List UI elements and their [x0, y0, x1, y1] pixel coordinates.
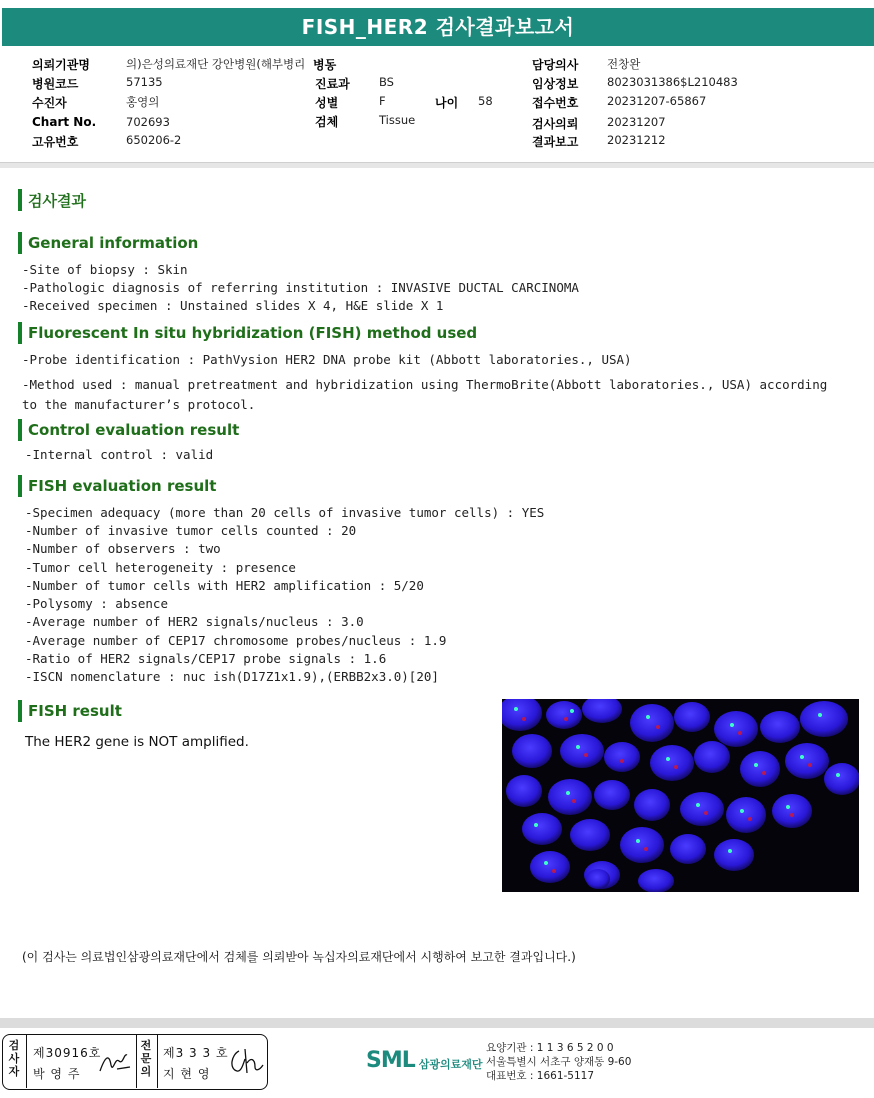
patient-header: [0, 52, 874, 162]
general-info-heading: [18, 232, 198, 254]
signature-divider: [136, 1035, 137, 1088]
fish-result-heading: [18, 700, 122, 722]
receipt-no-label: 접수번호: [532, 96, 579, 110]
hospital-code-value: 57135: [126, 75, 163, 89]
sex-label: 성별: [315, 96, 339, 110]
clinic-label: 진료과: [315, 77, 350, 91]
section-marker: [18, 322, 22, 344]
org-phone: 대표번호 : 1661-5117: [486, 1070, 595, 1082]
signature-divider: [26, 1035, 27, 1088]
chart-no-value: 702693: [126, 115, 170, 129]
org-code: 요양기관 : 1 1 3 6 5 2 0 0: [486, 1042, 614, 1054]
section-marker: [18, 232, 22, 254]
signer1-license: 제30916호: [33, 1046, 102, 1060]
specimen-label: 검체: [315, 115, 339, 129]
doctor-label: 담당의사: [532, 58, 579, 72]
evaluation-line: -Number of observers : two: [25, 541, 221, 556]
evaluation-line: -Ratio of HER2 signals/CEP17 probe signals : 1.6: [25, 651, 387, 666]
section-marker: [18, 189, 22, 211]
results-heading: [18, 189, 86, 211]
signer2-license: 제3 3 3 호: [163, 1046, 229, 1060]
chart-no-label: Chart No.: [32, 115, 97, 129]
unique-no-value: 650206-2: [126, 133, 182, 147]
general-line: -Site of biopsy : Skin: [22, 262, 188, 277]
department-label: 병동: [313, 58, 337, 72]
control-heading-text: Control evaluation result: [28, 421, 240, 439]
evaluation-line: -Polysomy : absence: [25, 596, 168, 611]
general-line: -Received specimen : Unstained slides X 4, H&E slide X 1: [22, 298, 444, 313]
fish-result-text: The HER2 gene is NOT amplified.: [25, 734, 249, 750]
unique-no-label: 고유번호: [32, 135, 79, 149]
control-line: -Internal control : valid: [25, 447, 214, 462]
org-address: 서울특별시 서초구 양재동 9-60: [486, 1056, 632, 1068]
organization-info: [486, 1041, 631, 1083]
hospital-code-label: 병원코드: [32, 77, 79, 91]
doctor-value: 전창완: [607, 57, 641, 71]
fish-microscopy-image: [502, 699, 859, 892]
sml-logo: [366, 1040, 483, 1080]
request-date-label: 검사의뢰: [532, 117, 579, 131]
requesting-institution-label: 의뢰기관명: [32, 58, 90, 72]
evaluation-line: -Number of invasive tumor cells counted : 20: [25, 523, 357, 538]
results-heading-text: 검사결과: [28, 191, 86, 210]
fish-result-heading-text: FISH result: [28, 702, 122, 720]
clinic-value: BS: [379, 75, 394, 89]
evaluation-heading-text: FISH evaluation result: [28, 477, 217, 495]
footer-divider: [0, 1018, 874, 1028]
sex-value: F: [379, 94, 386, 108]
evaluation-line: -Specimen adequacy (more than 20 cells of invasive tumor cells) : YES: [25, 505, 545, 520]
evaluation-line: -ISCN nomenclature : nuc ish(D17Z1x1.9),(ERBB2x3.0)[20]: [25, 669, 439, 684]
request-date-value: 20231207: [607, 115, 666, 129]
evaluation-line: -Tumor cell heterogeneity : presence: [25, 560, 296, 575]
method-line: -Probe identification : PathVysion HER2 DNA probe kit (Abbott laboratories., USA): [22, 352, 632, 367]
method-line: to the manufacturer’s protocol.: [22, 397, 256, 412]
report-date-label: 결과보고: [532, 135, 579, 149]
method-heading-text: Fluorescent In situ hybridization (FISH) method used: [28, 324, 478, 342]
signer1-name: 박 영 주: [33, 1067, 81, 1081]
general-line: -Pathologic diagnosis of referring institution : INVASIVE DUCTAL CARCINOMA: [22, 280, 579, 295]
evaluation-line: -Average number of HER2 signals/nucleus : 3.0: [25, 614, 364, 629]
signer1-role: 검사자: [8, 1039, 20, 1078]
disclaimer-text: (이 검사는 의료법인삼광의료재단에서 검체를 의뢰받아 녹십자의료재단에서 시행하여 보고한 결과입니다.): [22, 950, 576, 964]
requesting-institution-value: 의)은성의료재단 강안병원(해부병리: [126, 57, 306, 71]
report-title: FISH_HER2 검사결과보고서: [2, 8, 874, 46]
control-heading: [18, 419, 239, 441]
age-value: 58: [478, 94, 493, 108]
method-line: -Method used : manual pretreatment and hybridization using ThermoBrite(Abbott laboratories., USA) according: [22, 377, 828, 392]
signer2-signature: [225, 1045, 265, 1079]
signer1-signature: [97, 1047, 133, 1077]
method-heading: [18, 322, 477, 344]
header-divider: [0, 162, 874, 168]
section-marker: [18, 419, 22, 441]
evaluation-heading: [18, 475, 216, 497]
section-marker: [18, 475, 22, 497]
section-marker: [18, 700, 22, 722]
sml-logo-mark: SML: [366, 1047, 415, 1073]
evaluation-line: -Average number of CEP17 chromosome probes/nucleus : 1.9: [25, 633, 447, 648]
signature-divider: [157, 1035, 158, 1088]
receipt-no-value: 20231207-65867: [607, 94, 707, 108]
report-date-value: 20231212: [607, 133, 666, 147]
signer2-name: 지 현 영: [163, 1067, 211, 1081]
evaluation-line: -Number of tumor cells with HER2 amplification : 5/20: [25, 578, 424, 593]
general-info-heading-text: General information: [28, 234, 199, 252]
sml-logo-name: 삼광의료재단: [418, 1058, 483, 1071]
patient-label: 수진자: [32, 96, 67, 110]
specimen-value: Tissue: [379, 113, 416, 127]
clinical-info-label: 임상정보: [532, 77, 579, 91]
clinical-info-value: 8023031386$L210483: [607, 75, 738, 89]
patient-value: 홍영의: [126, 95, 160, 109]
signature-box: [2, 1034, 268, 1090]
signer2-role: 전문의: [140, 1039, 152, 1078]
fish-microscopy-svg: [502, 699, 859, 892]
age-label: 나이: [435, 96, 459, 110]
